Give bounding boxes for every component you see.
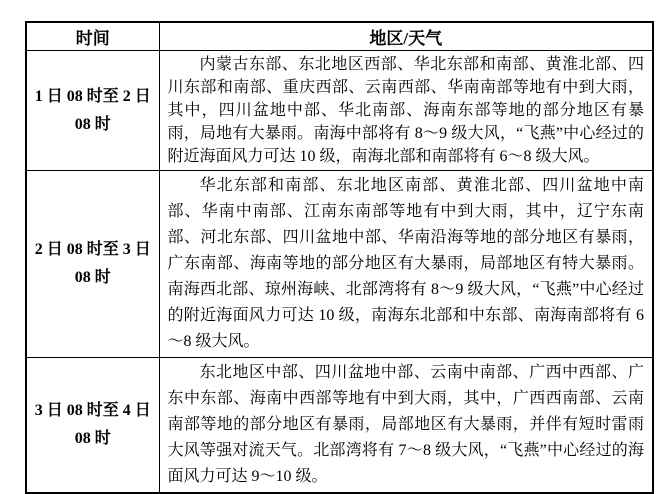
- forecast-cell: [159, 51, 653, 171]
- table-header-row: [26, 22, 653, 51]
- forecast-text: 内蒙古东部、东北地区西部、华北东部和南部、黄淮北部、四川东部和南部、重庆西部、云南西部、华南南部等地有中到大雨，其中，四川盆地中部、华北南部、海南东部等地的部分地区有暴雨，局地有大暴雨。南海中部将有 8～9 级大风，“飞燕”中心经过的附近海面风力可达 10 级，南海北部和南部将有 6～8 级大风。: [167, 56, 644, 165]
- forecast-cell: [159, 171, 653, 358]
- time-line: 2 日 08 时至 3 日: [34, 241, 151, 258]
- table-row: [26, 171, 653, 358]
- time-line: 08 时: [74, 269, 111, 286]
- table-row: [26, 358, 653, 494]
- forecast-cell: [159, 358, 653, 494]
- time-line: 1 日 08 时至 2 日: [34, 87, 151, 105]
- weather-forecast-table: [25, 21, 654, 494]
- time-cell: [26, 51, 159, 171]
- time-cell: [26, 171, 159, 358]
- time-line: 3 日 08 时至 4 日: [34, 402, 151, 419]
- time-cell: [26, 358, 159, 494]
- header-cell-time: 时间: [26, 22, 159, 51]
- header-cell-region-weather: 地区/天气: [159, 22, 653, 51]
- time-line: 08 时: [74, 115, 111, 133]
- forecast-text: 华北东部和南部、东北地区南部、黄淮北部、四川盆地中南部、华南中南部、江南东南部等地有中到大雨，其中，辽宁东南部、河北东部、四川盆地中部、华南沿海等地的部分地区有暴雨，广东南部、海南等地的部分地区有大暴雨，局部地区有特大暴雨。南海西北部、琼州海峡、北部湾将有 8～9 级大风，“飞燕”中心经过的附近海面风力可达 10 级，南海东北部和中东部、南海南部将有 6～8 级大风。: [167, 177, 644, 350]
- time-line: 08 时: [74, 430, 111, 447]
- forecast-text: 东北地区中部、四川盆地中部、云南中南部、广西中西部、广东中东部、海南中西部等地有中到大雨，其中，广西西南部、云南南部等地的部分地区有暴雨，局部地区有大暴雨，并伴有短时雷雨大风等强对流天气。北部湾将有 7～8 级大风，“飞燕”中心经过的海面风力可达 9～10 级。: [167, 364, 644, 485]
- table-row: [26, 51, 653, 171]
